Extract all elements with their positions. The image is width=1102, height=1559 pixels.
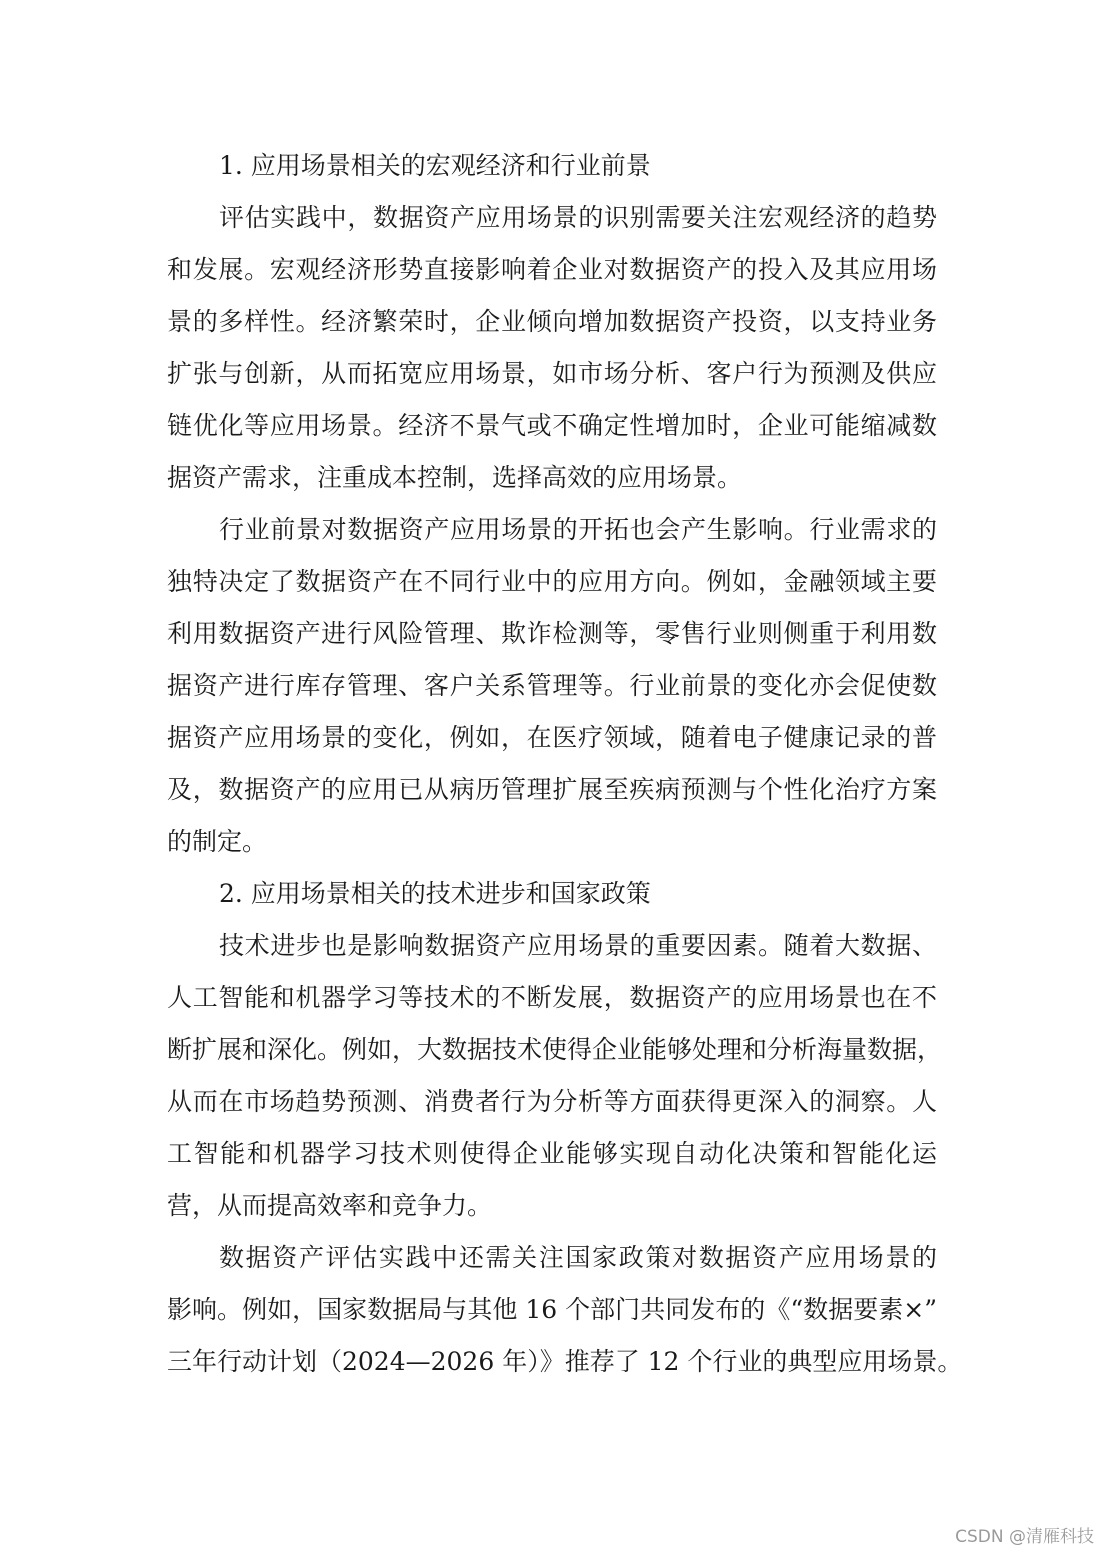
text-line: 技术进步也是影响数据资产应用场景的重要因素。随着大数据、 xyxy=(219,931,937,960)
paragraph-technology-progress xyxy=(167,920,943,1232)
text-line: 评估实践中，数据资产应用场景的识别需要关注宏观经济的趋势 xyxy=(219,203,937,232)
text-line: 据资产需求，注重成本控制，选择高效的应用场景。 xyxy=(167,463,743,492)
text-line: 影响。例如，国家数据局与其他 16 个部门共同发布的《“数据要素×” xyxy=(167,1295,937,1324)
paragraph-macro-economy xyxy=(167,192,937,504)
text-line: 工智能和机器学习技术则使得企业能够实现自动化决策和智能化运 xyxy=(167,1139,937,1168)
text-line: 及，数据资产的应用已从病历管理扩展至疾病预测与个性化治疗方案 xyxy=(167,775,937,804)
paragraph-industry-outlook xyxy=(167,504,937,868)
section-heading-2: 2. 应用场景相关的技术进步和国家政策 xyxy=(219,879,651,908)
text-line: 的制定。 xyxy=(167,827,268,856)
text-line: 断扩展和深化。例如，大数据技术使得企业能够处理和分析海量数据， xyxy=(167,1035,943,1064)
text-line: 行业前景对数据资产应用场景的开拓也会产生影响。行业需求的 xyxy=(219,515,937,544)
text-line: 据资产进行库存管理、客户关系管理等。行业前景的变化亦会促使数 xyxy=(167,671,937,700)
document-body xyxy=(167,140,963,1388)
section-heading-1: 1. 应用场景相关的宏观经济和行业前景 xyxy=(219,151,651,180)
text-line: 和发展。宏观经济形势直接影响着企业对数据资产的投入及其应用场 xyxy=(167,255,937,284)
text-line: 链优化等应用场景。经济不景气或不确定性增加时，企业可能缩减数 xyxy=(167,411,937,440)
text-line: 三年行动计划（2024—2026 年）》推荐了 12 个行业的典型应用场景。 xyxy=(167,1347,963,1376)
text-line: 据资产应用场景的变化，例如，在医疗领域，随着电子健康记录的普 xyxy=(167,723,937,752)
text-line: 数据资产评估实践中还需关注国家政策对数据资产应用场景的 xyxy=(219,1243,937,1272)
text-line: 从而在市场趋势预测、消费者行为分析等方面获得更深入的洞察。人 xyxy=(167,1087,937,1116)
paragraph-national-policy xyxy=(167,1232,963,1388)
text-line: 营，从而提高效率和竞争力。 xyxy=(167,1191,493,1220)
csdn-watermark: CSDN @清雁科技 xyxy=(955,1527,1094,1547)
text-line: 利用数据资产进行风险管理、欺诈检测等，零售行业则侧重于利用数 xyxy=(167,619,937,648)
text-line: 独特决定了数据资产在不同行业中的应用方向。例如，金融领域主要 xyxy=(167,567,937,596)
text-line: 景的多样性。经济繁荣时，企业倾向增加数据资产投资，以支持业务 xyxy=(167,307,937,336)
text-line: 扩张与创新，从而拓宽应用场景，如市场分析、客户行为预测及供应 xyxy=(167,359,937,388)
text-line: 人工智能和机器学习等技术的不断发展，数据资产的应用场景也在不 xyxy=(167,983,937,1012)
